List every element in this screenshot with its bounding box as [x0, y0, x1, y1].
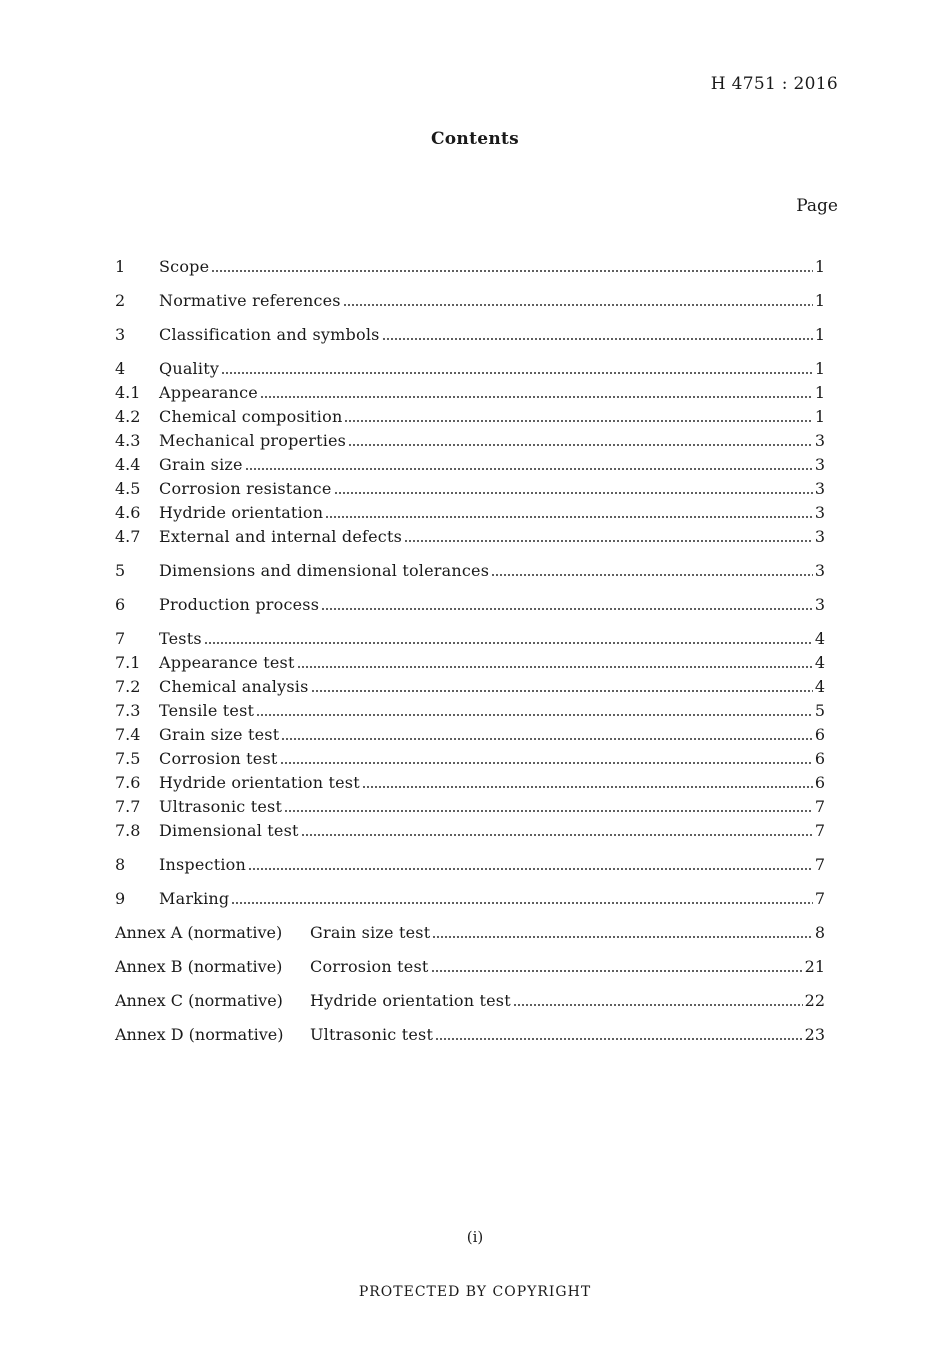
toc-entry-page: 3: [814, 479, 825, 498]
toc-entry-number: 6: [115, 595, 126, 614]
dot-leader: [280, 762, 813, 764]
toc-entry-page: 6: [814, 749, 825, 768]
toc-entry-label: Quality: [159, 359, 220, 378]
dot-leader: [256, 714, 813, 716]
dot-leader: [297, 666, 813, 668]
dot-leader: [513, 1004, 803, 1006]
toc-entry[interactable]: [115, 723, 825, 747]
annex-page: 22: [804, 991, 825, 1010]
page-title: Contents: [430, 129, 520, 149]
dot-leader: [260, 396, 813, 398]
annex-title: Hydride orientation test: [310, 991, 511, 1010]
toc-entry-number: 7.4: [115, 725, 141, 744]
toc-entry-page: 7: [814, 821, 825, 840]
toc-entry-page: 4: [814, 653, 825, 672]
dot-leader: [432, 936, 812, 938]
toc-annex-entry[interactable]: [115, 955, 825, 979]
dot-leader: [334, 492, 813, 494]
toc-entry-page: 7: [814, 889, 825, 908]
dot-leader: [344, 420, 812, 422]
toc-entry-number: 7.7: [115, 797, 141, 816]
toc-entry-number: 7.1: [115, 653, 141, 672]
toc-entry-page: 1: [814, 359, 825, 378]
toc-entry-label: Normative references: [159, 291, 341, 310]
toc-entry[interactable]: [115, 771, 825, 795]
document-code: H 4751 : 2016: [710, 74, 838, 94]
toc-entry-number: 1: [115, 257, 126, 276]
toc-entry-label: Dimensions and dimensional tolerances: [159, 561, 490, 580]
toc-entry[interactable]: [115, 323, 825, 347]
toc-entry[interactable]: [115, 381, 825, 405]
toc-entry-number: 7.6: [115, 773, 141, 792]
annex-page: 8: [814, 923, 825, 942]
toc-entry-page: 6: [814, 773, 825, 792]
dot-leader: [281, 738, 812, 740]
toc-entry-number: 4: [115, 359, 126, 378]
toc-entry-label: Hydride orientation: [159, 503, 324, 522]
toc-entry[interactable]: [115, 559, 825, 583]
toc-entry[interactable]: [115, 627, 825, 651]
page-column-heading: Page: [796, 196, 838, 216]
toc-entry-label: Grain size: [159, 455, 243, 474]
toc-entry[interactable]: [115, 453, 825, 477]
dot-leader: [325, 516, 813, 518]
toc-entry[interactable]: [115, 525, 825, 549]
dot-leader: [204, 642, 813, 644]
dot-leader: [311, 690, 813, 692]
dot-leader: [221, 372, 813, 374]
annex-designation: Annex C (normative): [115, 991, 283, 1010]
toc-entry-page: 3: [814, 595, 825, 614]
toc-entry-label: Production process: [159, 595, 320, 614]
toc-entry-label: Classification and symbols: [159, 325, 380, 344]
toc-entry-number: 5: [115, 561, 126, 580]
toc-entry-label: Mechanical properties: [159, 431, 347, 450]
toc-entry-label: Scope: [159, 257, 210, 276]
toc-entry-page: 3: [814, 527, 825, 546]
toc-entry-page: 1: [814, 257, 825, 276]
toc-annex-entry[interactable]: [115, 989, 825, 1013]
dot-leader: [362, 786, 813, 788]
dot-leader: [431, 970, 803, 972]
toc-entry-label: Chemical composition: [159, 407, 343, 426]
dot-leader: [348, 444, 813, 446]
toc-entry-page: 3: [814, 503, 825, 522]
dot-leader: [343, 304, 813, 306]
dot-leader: [301, 834, 813, 836]
toc-entry-label: Corrosion resistance: [159, 479, 332, 498]
toc-entry[interactable]: [115, 747, 825, 771]
toc-entry-number: 4.6: [115, 503, 141, 522]
toc-entry-label: Inspection: [159, 855, 246, 874]
toc-entry-page: 1: [814, 291, 825, 310]
dot-leader: [435, 1038, 803, 1040]
dot-leader: [245, 468, 813, 470]
toc-entry-label: Tensile test: [159, 701, 255, 720]
toc-entry[interactable]: [115, 501, 825, 525]
toc-entry[interactable]: [115, 699, 825, 723]
toc-entry-number: 4.4: [115, 455, 141, 474]
annex-page: 21: [804, 957, 825, 976]
toc-entry-label: Chemical analysis: [159, 677, 309, 696]
dot-leader: [211, 270, 813, 272]
toc-entry-label: Appearance: [159, 383, 258, 402]
toc-entry-number: 7.5: [115, 749, 141, 768]
toc-entry-page: 7: [814, 855, 825, 874]
toc-entry[interactable]: [115, 795, 825, 819]
toc-entry[interactable]: [115, 593, 825, 617]
toc-entry-number: 4.7: [115, 527, 141, 546]
toc-entry-page: 4: [814, 677, 825, 696]
toc-entry-number: 2: [115, 291, 126, 310]
dot-leader: [231, 902, 812, 904]
toc-entry-page: 5: [814, 701, 825, 720]
toc-entry[interactable]: [115, 651, 825, 675]
toc-entry-label: Tests: [159, 629, 202, 648]
dot-leader: [404, 540, 813, 542]
toc-entry-number: 7.3: [115, 701, 141, 720]
annex-designation: Annex A (normative): [115, 923, 283, 942]
toc-entry[interactable]: [115, 255, 825, 279]
table-of-contents: [115, 255, 825, 1047]
toc-entry-number: 4.1: [115, 383, 141, 402]
toc-entry-page: 7: [814, 797, 825, 816]
dot-leader: [284, 810, 813, 812]
toc-entry-number: 8: [115, 855, 126, 874]
toc-annex-entry[interactable]: [115, 921, 825, 945]
toc-entry[interactable]: [115, 289, 825, 313]
toc-entry-number: 4.3: [115, 431, 141, 450]
toc-annex-entry[interactable]: [115, 1023, 825, 1047]
toc-entry-label: Grain size test: [159, 725, 280, 744]
toc-entry-number: 7: [115, 629, 126, 648]
toc-entry[interactable]: [115, 887, 825, 911]
annex-title: Corrosion test: [310, 957, 429, 976]
toc-entry-page: 6: [814, 725, 825, 744]
dot-leader: [248, 868, 813, 870]
toc-entry-label: Corrosion test: [159, 749, 278, 768]
toc-entry-label: Hydride orientation test: [159, 773, 360, 792]
toc-entry-label: Dimensional test: [159, 821, 299, 840]
toc-entry[interactable]: [115, 477, 825, 501]
toc-entry-number: 7.2: [115, 677, 141, 696]
toc-entry[interactable]: [115, 357, 825, 381]
copyright-notice: PROTECTED BY COPYRIGHT: [358, 1284, 592, 1300]
toc-entry-label: Ultrasonic test: [159, 797, 283, 816]
toc-entry-page: 1: [814, 383, 825, 402]
toc-entry[interactable]: [115, 853, 825, 877]
toc-entry-label: External and internal defects: [159, 527, 402, 546]
toc-entry-page: 4: [814, 629, 825, 648]
toc-entry-page: 3: [814, 431, 825, 450]
dot-leader: [321, 608, 813, 610]
annex-title: Ultrasonic test: [310, 1025, 434, 1044]
dot-leader: [491, 574, 813, 576]
annex-designation: Annex D (normative): [115, 1025, 284, 1044]
toc-entry[interactable]: [115, 819, 825, 843]
page-number: (i): [466, 1228, 484, 1246]
toc-entry-number: 4.5: [115, 479, 141, 498]
toc-entry-page: 3: [814, 455, 825, 474]
toc-entry[interactable]: [115, 675, 825, 699]
toc-entry-number: 9: [115, 889, 126, 908]
toc-entry-page: 3: [814, 561, 825, 580]
toc-entry-number: 4.2: [115, 407, 141, 426]
annex-page: 23: [804, 1025, 825, 1044]
toc-entry-page: 1: [814, 325, 825, 344]
toc-entry-page: 1: [814, 407, 825, 426]
toc-entry-label: Marking: [159, 889, 230, 908]
toc-entry[interactable]: [115, 429, 825, 453]
toc-entry-number: 3: [115, 325, 126, 344]
toc-entry-number: 7.8: [115, 821, 141, 840]
toc-entry[interactable]: [115, 405, 825, 429]
annex-title: Grain size test: [310, 923, 431, 942]
toc-entry-label: Appearance test: [159, 653, 295, 672]
dot-leader: [382, 338, 813, 340]
annex-designation: Annex B (normative): [115, 957, 283, 976]
